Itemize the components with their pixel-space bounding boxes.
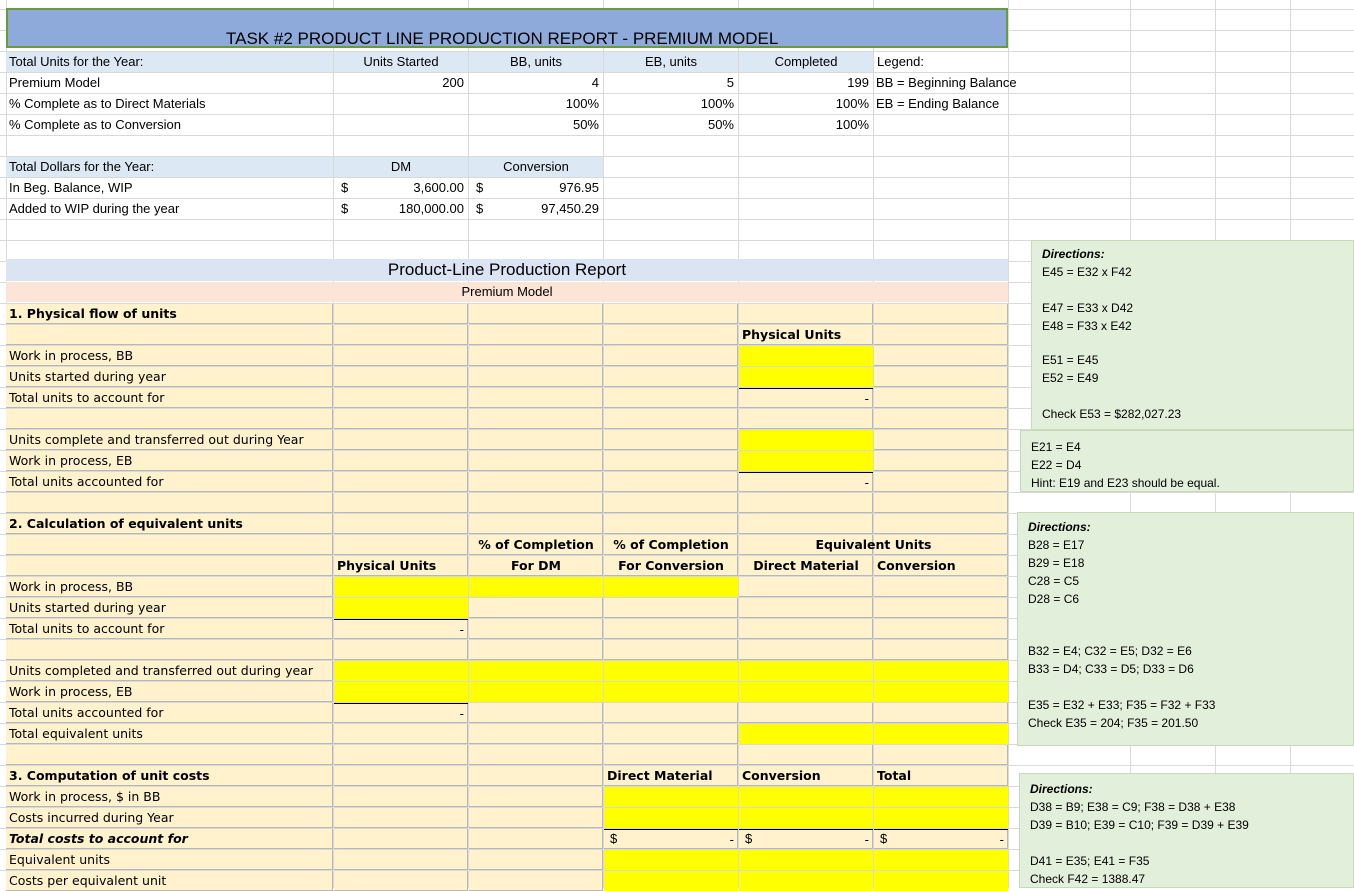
- cell-sec2-row[interactable]: [469, 514, 603, 534]
- cost-input[interactable]: [874, 787, 1008, 807]
- grid-row-line: [0, 135, 1354, 136]
- cell-sec1-row[interactable]: [334, 451, 468, 471]
- cell-sec2-row[interactable]: [469, 703, 603, 723]
- cell-sec1-row[interactable]: [739, 304, 873, 324]
- row-label: Total units accounted for: [9, 705, 164, 720]
- row-label: Units started during year: [9, 369, 166, 384]
- cost-input[interactable]: [604, 871, 738, 891]
- pct-conv-bb[interactable]: 50%: [572, 117, 599, 132]
- cell-sec3-row[interactable]: [469, 808, 603, 828]
- header-for-dm: For DM: [511, 558, 561, 573]
- cell-sec1-row[interactable]: [334, 430, 468, 450]
- direction-line: E45 = E32 x F42: [1042, 265, 1132, 279]
- cell-sec2-row[interactable]: [6, 556, 333, 576]
- physical-units-input[interactable]: [739, 430, 873, 450]
- direction-line: Check F42 = 1388.47: [1030, 872, 1146, 886]
- header-conversion: Conversion: [469, 157, 603, 177]
- cell-sec1-row[interactable]: [604, 325, 738, 345]
- equiv-input[interactable]: [334, 577, 468, 597]
- equiv-input[interactable]: [739, 724, 873, 744]
- row-label: Total units to account for: [9, 390, 165, 405]
- physical-units-total[interactable]: -: [739, 388, 873, 408]
- cell-sec3-row[interactable]: [469, 850, 603, 870]
- total-cost-cell[interactable]: -: [874, 829, 1008, 849]
- premium-bb-units[interactable]: 4: [591, 75, 599, 90]
- pct-dm-bb[interactable]: 100%: [565, 96, 599, 111]
- physical-units-input[interactable]: [739, 346, 873, 366]
- cell-sec2-row[interactable]: [874, 745, 1008, 765]
- cell-sec1-row[interactable]: [334, 409, 468, 429]
- cell-sec2-row[interactable]: [604, 598, 738, 618]
- cell-sec1-row[interactable]: [874, 325, 1008, 345]
- header-conversion: Conversion: [877, 558, 956, 573]
- row-label: Equivalent units: [9, 852, 110, 867]
- directions-box-1b: [1020, 430, 1354, 492]
- pct-conv-completed[interactable]: 100%: [835, 117, 869, 132]
- cell-sec1-row[interactable]: [739, 493, 873, 513]
- direction-line: D28 = C6: [1028, 592, 1080, 606]
- physical-units-total[interactable]: -: [334, 703, 468, 723]
- direction-line: E47 = E33 x D42: [1042, 301, 1134, 315]
- cost-input[interactable]: [739, 808, 873, 828]
- cell-sec2-row[interactable]: [739, 619, 873, 639]
- cell-sec1-row[interactable]: [334, 472, 468, 492]
- cell-sec2-row[interactable]: [334, 640, 468, 660]
- cell-sec1-row[interactable]: [604, 346, 738, 366]
- direction-line: D41 = E35; E41 = F35: [1030, 854, 1150, 868]
- header-units-started: Units Started: [334, 52, 468, 72]
- direction-line: B33 = D4; C33 = D5; D33 = D6: [1028, 662, 1194, 676]
- legend-eb: EB = Ending Balance: [876, 96, 1000, 111]
- directions-box-1: [1031, 240, 1354, 430]
- row-pct-conv: % Complete as to Conversion: [9, 117, 181, 132]
- cell-sec2-row[interactable]: [739, 640, 873, 660]
- cost-input[interactable]: [604, 850, 738, 870]
- header-direct-material: Direct Material: [753, 558, 859, 573]
- direction-line: Check E53 = $282,027.23: [1042, 407, 1182, 421]
- pct-dm-completed[interactable]: 100%: [835, 96, 869, 111]
- direction-line: C28 = C5: [1028, 574, 1080, 588]
- direction-line: E52 = E49: [1042, 371, 1099, 385]
- cell-sec3-row[interactable]: [334, 808, 468, 828]
- row-label: Costs per equivalent unit: [9, 873, 167, 888]
- cell-sec1-row[interactable]: [334, 346, 468, 366]
- row-label: Total units accounted for: [9, 474, 164, 489]
- cell-sec1-row[interactable]: [874, 304, 1008, 324]
- premium-completed[interactable]: 199: [847, 75, 869, 90]
- cell-sec1-row[interactable]: [604, 451, 738, 471]
- physical-units-total[interactable]: -: [334, 619, 468, 639]
- cell-sec1-row[interactable]: [604, 304, 738, 324]
- directions-box-3: [1019, 773, 1354, 888]
- cell-sec1-row[interactable]: [604, 493, 738, 513]
- row-label: Work in process, BB: [9, 348, 134, 363]
- direction-line: E22 = D4: [1031, 458, 1082, 472]
- cell-sec1-row[interactable]: [469, 304, 603, 324]
- cell-sec1-row[interactable]: [604, 388, 738, 408]
- equiv-input[interactable]: [604, 577, 738, 597]
- directions-heading: Directions:: [1028, 520, 1091, 534]
- grid-row-line: [0, 219, 1354, 220]
- cell-sec1-row[interactable]: [469, 430, 603, 450]
- equiv-input[interactable]: [334, 661, 468, 681]
- cell-sec3-row[interactable]: [469, 766, 603, 786]
- pct-dm-eb[interactable]: 100%: [700, 96, 734, 111]
- cost-input[interactable]: [604, 787, 738, 807]
- row-label: Work in process, $ in BB: [9, 789, 161, 804]
- cost-input[interactable]: [739, 787, 873, 807]
- cell-sec1-row[interactable]: [6, 493, 333, 513]
- equiv-input[interactable]: [874, 682, 1008, 702]
- cell-sec2-row[interactable]: [604, 745, 738, 765]
- added-conv-value[interactable]: 97,450.29: [541, 201, 599, 216]
- cell-sec2-row[interactable]: [604, 703, 738, 723]
- dollar-sign: $: [745, 831, 753, 846]
- production-report-subtitle: Premium Model: [6, 282, 1008, 302]
- production-report-title-text: Product-Line Production Report: [387, 260, 627, 279]
- physical-units-input[interactable]: [739, 367, 873, 387]
- cell-sec1-row[interactable]: [469, 325, 603, 345]
- cell-sec1-row[interactable]: [6, 325, 333, 345]
- dollars-label: Total Dollars for the Year:: [6, 157, 333, 177]
- cell-sec2-row[interactable]: [469, 619, 603, 639]
- equiv-input[interactable]: [874, 724, 1008, 744]
- row-pct-dm: % Complete as to Direct Materials: [9, 96, 206, 111]
- cell-sec3-row[interactable]: [334, 871, 468, 891]
- cell-sec1-row[interactable]: [469, 493, 603, 513]
- cell-sec2-row[interactable]: [469, 640, 603, 660]
- cost-input[interactable]: [739, 871, 873, 891]
- cell-sec2-row[interactable]: [604, 640, 738, 660]
- section-title: 1. Physical flow of units: [9, 306, 177, 321]
- direction-line: Check E35 = 204; F35 = 201.50: [1028, 716, 1199, 730]
- cell-sec2-row[interactable]: [334, 514, 468, 534]
- equiv-input[interactable]: [469, 682, 603, 702]
- cell-sec1-row[interactable]: [469, 346, 603, 366]
- cell-sec2-row[interactable]: [874, 577, 1008, 597]
- physical-units-total[interactable]: -: [739, 472, 873, 492]
- cell-sec2-row[interactable]: [6, 535, 333, 555]
- header-physical-units: Physical Units: [337, 558, 437, 573]
- equiv-input[interactable]: [604, 682, 738, 702]
- cell-sec1-row[interactable]: [874, 346, 1008, 366]
- cell-sec2-row[interactable]: [874, 640, 1008, 660]
- cell-sec1-row[interactable]: [874, 451, 1008, 471]
- row-beg-balance: In Beg. Balance, WIP: [9, 180, 133, 195]
- total-cost-cell[interactable]: -: [604, 829, 738, 849]
- direction-line: E48 = F33 x E42: [1042, 319, 1132, 333]
- cell-sec2-row[interactable]: [334, 535, 468, 555]
- cell-sec1-row[interactable]: [874, 430, 1008, 450]
- cell-sec3-row[interactable]: [469, 871, 603, 891]
- direction-line: E51 = E45: [1042, 353, 1099, 367]
- direction-line: D38 = B9; E38 = C9; F38 = D38 + E38: [1030, 800, 1236, 814]
- cell-sec2-row[interactable]: [874, 703, 1008, 723]
- header-pct-dm: % of Completion: [478, 537, 594, 552]
- cell-sec3-row[interactable]: [469, 787, 603, 807]
- premium-units-started[interactable]: 200: [442, 75, 464, 90]
- cell-sec1-row[interactable]: [469, 409, 603, 429]
- physical-units-input[interactable]: [739, 451, 873, 471]
- row-label: Work in process, EB: [9, 684, 133, 699]
- production-report-title: [6, 259, 1008, 281]
- cell-sec2-row[interactable]: [604, 619, 738, 639]
- directions-heading: Directions:: [1042, 247, 1105, 261]
- cell-sec1-row[interactable]: [334, 367, 468, 387]
- row-label: Units completed and transferred out during year: [9, 663, 313, 678]
- header-eb-units: EB, units: [604, 52, 738, 72]
- equiv-input[interactable]: [739, 661, 873, 681]
- cell-sec3-row[interactable]: [334, 850, 468, 870]
- direction-line: D39 = B10; E39 = C10; F39 = D39 + E39: [1030, 818, 1249, 832]
- cell-sec3-row[interactable]: [334, 787, 468, 807]
- direction-line: E21 = E4: [1031, 440, 1081, 454]
- cell-sec1-row[interactable]: [604, 409, 738, 429]
- row-label: Work in process, EB: [9, 453, 133, 468]
- header-for-conversion: For Conversion: [618, 558, 724, 573]
- grid-column-line: [1008, 0, 1009, 888]
- section-title: 3. Computation of unit costs: [9, 768, 210, 783]
- cell-sec2-row[interactable]: [739, 514, 873, 534]
- cell-sec2-row[interactable]: [874, 619, 1008, 639]
- cost-input[interactable]: [739, 850, 873, 870]
- total-cost-cell[interactable]: -: [739, 829, 873, 849]
- pct-conv-eb[interactable]: 50%: [707, 117, 734, 132]
- directions-box-2: [1017, 512, 1354, 746]
- cell-sec3-row[interactable]: [334, 829, 468, 849]
- direction-line: B29 = E18: [1028, 556, 1085, 570]
- cost-input[interactable]: [874, 871, 1008, 891]
- row-added-wip: Added to WIP during the year: [9, 201, 180, 216]
- row-label: Total units to account for: [9, 621, 165, 636]
- cell-sec2-row[interactable]: [469, 745, 603, 765]
- cell-sec3-row[interactable]: [469, 829, 603, 849]
- cell-sec1-row[interactable]: [604, 430, 738, 450]
- header-bb-units: BB, units: [469, 52, 603, 72]
- added-dm-value[interactable]: 180,000.00: [398, 201, 464, 216]
- cell-sec1-row[interactable]: [469, 388, 603, 408]
- dollar-sign: $: [476, 180, 484, 195]
- dollar-sign: $: [341, 180, 349, 195]
- row-label: [6, 640, 333, 660]
- cell-sec2-row[interactable]: [604, 514, 738, 534]
- direction-line: Hint: E19 and E23 should be equal.: [1031, 476, 1220, 490]
- dollar-sign: $: [341, 201, 349, 216]
- cell-sec1-row[interactable]: [469, 451, 603, 471]
- direction-line: B28 = E17: [1028, 538, 1085, 552]
- header-equivalent-units: Equivalent Units: [815, 537, 932, 552]
- cell-sec2-row[interactable]: [739, 598, 873, 618]
- row-label: Work in process, BB: [9, 579, 134, 594]
- header-direct-material: Direct Material: [607, 768, 713, 783]
- equiv-input[interactable]: [469, 577, 603, 597]
- cell-sec1-row[interactable]: [334, 325, 468, 345]
- cell-sec1-row[interactable]: [874, 493, 1008, 513]
- direction-line: E35 = E32 + E33; F35 = F32 + F33: [1028, 698, 1216, 712]
- cost-input[interactable]: [874, 808, 1008, 828]
- cell-sec2-row[interactable]: [334, 745, 468, 765]
- equiv-input[interactable]: [334, 682, 468, 702]
- header-pct-conv: % of Completion: [613, 537, 729, 552]
- directions-heading: Directions:: [1030, 782, 1093, 796]
- row-label: Units complete and transferred out during Year: [9, 432, 304, 447]
- row-label: Units started during year: [9, 600, 166, 615]
- cell-sec1-row[interactable]: [334, 493, 468, 513]
- row-label: [6, 409, 333, 429]
- beg-dm-value[interactable]: 3,600.00: [413, 180, 464, 195]
- row-label: Total equivalent units: [9, 726, 143, 741]
- cell-sec2-row[interactable]: [469, 598, 603, 618]
- cell-sec2-row[interactable]: [739, 703, 873, 723]
- equiv-input[interactable]: [739, 682, 873, 702]
- premium-eb-units[interactable]: 5: [726, 75, 734, 90]
- cost-input[interactable]: [874, 850, 1008, 870]
- equiv-input[interactable]: [334, 598, 468, 618]
- cell-sec1-row[interactable]: [334, 388, 468, 408]
- cell-sec1-row[interactable]: [604, 367, 738, 387]
- cell-sec1-row[interactable]: [874, 409, 1008, 429]
- cell-sec2-row[interactable]: [874, 598, 1008, 618]
- cell-sec1-row[interactable]: [469, 472, 603, 492]
- report-title: TASK #2 PRODUCT LINE PRODUCTION REPORT - PREMIUM MODEL: [226, 29, 779, 48]
- dollar-sign: $: [880, 831, 888, 846]
- row-premium-model: Premium Model: [9, 75, 101, 90]
- cost-input[interactable]: [604, 808, 738, 828]
- dollar-sign: $: [610, 831, 618, 846]
- header-dm: DM: [334, 157, 468, 177]
- equiv-input[interactable]: [874, 661, 1008, 681]
- cell-sec1-row[interactable]: [874, 472, 1008, 492]
- header-completed: Completed: [739, 52, 873, 72]
- header-physical-units: Physical Units: [742, 327, 842, 342]
- cell-sec1-row[interactable]: [874, 367, 1008, 387]
- row-label: Costs incurred during Year: [9, 810, 174, 825]
- cell-sec2-row[interactable]: [469, 724, 603, 744]
- cell-sec1-row[interactable]: [874, 388, 1008, 408]
- cell-sec2-row[interactable]: [739, 577, 873, 597]
- equiv-input[interactable]: [604, 661, 738, 681]
- header-conversion: Conversion: [742, 768, 821, 783]
- equiv-input[interactable]: [469, 661, 603, 681]
- section-title: 2. Calculation of equivalent units: [9, 516, 243, 531]
- cell-sec2-row[interactable]: [604, 724, 738, 744]
- cell-sec3-row[interactable]: [334, 766, 468, 786]
- direction-line: B32 = E4; C32 = E5; D32 = E6: [1028, 644, 1192, 658]
- units-label: Total Units for the Year:: [6, 52, 333, 72]
- legend-label: Legend:: [877, 54, 924, 69]
- cell-sec2-row[interactable]: [334, 724, 468, 744]
- cell-sec1-row[interactable]: [739, 409, 873, 429]
- cell-sec2-row[interactable]: [6, 745, 333, 765]
- dollar-sign: $: [476, 201, 484, 216]
- cell-sec2-row[interactable]: [874, 514, 1008, 534]
- legend-bb: BB = Beginning Balance: [876, 75, 1017, 90]
- beg-conv-value[interactable]: 976.95: [559, 180, 599, 195]
- row-label: Total costs to account for: [9, 831, 188, 846]
- cell-sec2-row[interactable]: [739, 745, 873, 765]
- cell-sec1-row[interactable]: [469, 367, 603, 387]
- cell-sec1-row[interactable]: [604, 472, 738, 492]
- cell-sec1-row[interactable]: [334, 304, 468, 324]
- header-total: Total: [877, 768, 912, 783]
